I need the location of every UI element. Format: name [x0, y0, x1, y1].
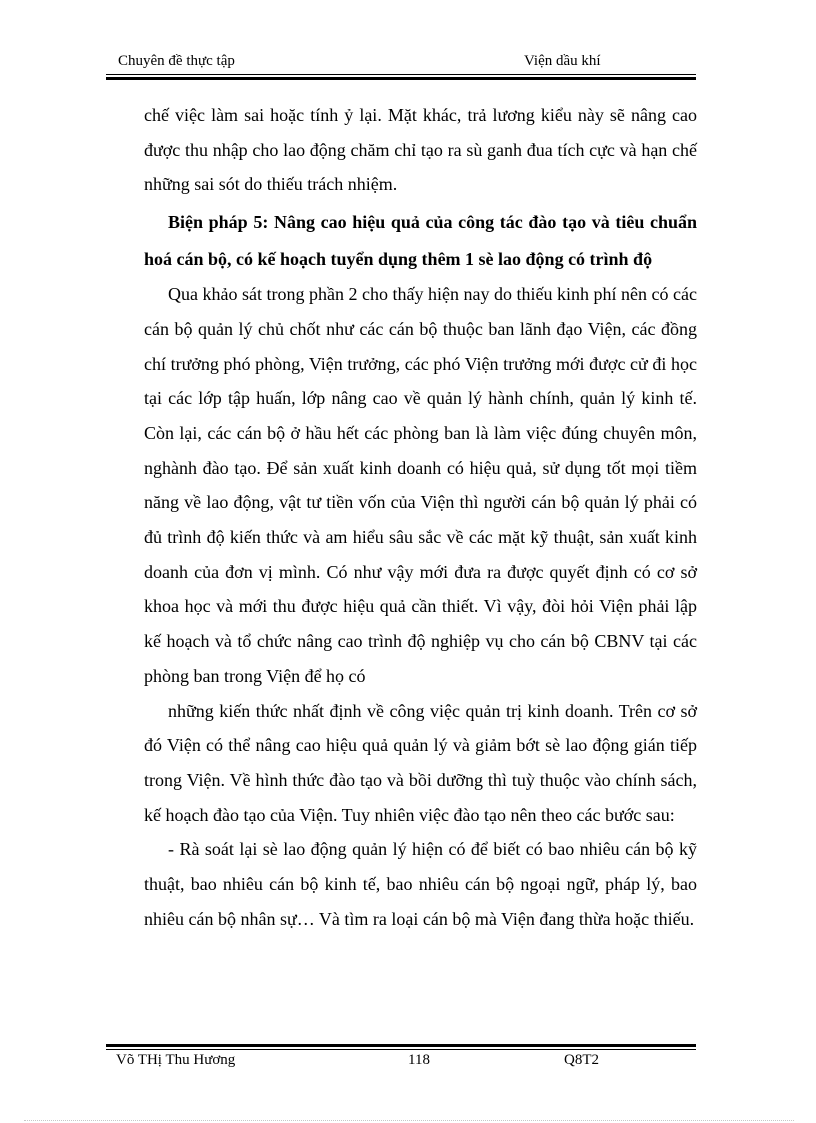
paragraph-2: Qua khảo sát trong phần 2 cho thấy hiện nay do thiếu kinh phí nên có các cán bộ quản lý chủ chốt như các cán bộ thuộc ban lãnh đạo Viện, các đồng chí trưởng phó phòng, Viện trưởng, các phó Viện trưởng mới được cử đi học tại các lớp tập huấn, lớp nâng cao về quản lý hành chính, quản lý kinh tế. Còn lại, các cán bộ ở hầu hết các phòng ban là làm việc đúng chuyên môn, nghành đào tạo. Để sản xuất kinh doanh có hiệu quả, sử dụng tốt mọi tiềm năng về lao động, vật tư tiền vốn của Viện thì người cán bộ quản lý phải có đủ trình độ kiến thức và am hiểu sâu sắc về các mặt kỹ thuật, sản xuất kinh doanh của đơn vị mình. Có như vậy mới đưa ra được quyết định có cơ sở khoa học và mới thu được hiệu quả cần thiết. Vì vậy, đòi hỏi Viện phải lập kế hoạch và tổ chức nâng cao trình độ nghiệp vụ cho cán bộ CBNV tại các phòng ban trong Viện để họ có: [144, 284, 697, 686]
footer-code: Q8T2: [564, 1052, 599, 1068]
header-rule-thin: [106, 74, 696, 75]
footer-page-number: 118: [408, 1052, 430, 1068]
header-right-text: Viện dầu khí: [524, 53, 601, 69]
page-footer: [104, 1052, 696, 1074]
header-left-text: Chuyên đề thực tập: [118, 53, 235, 69]
footer-rule-thin: [106, 1049, 696, 1050]
page-header: [104, 52, 696, 72]
footer-author: Võ THị Thu Hương: [116, 1052, 236, 1068]
header-rule-thick: [106, 77, 696, 80]
body-text: [144, 98, 697, 936]
paragraph-4: - Rà soát lại sè lao động quản lý hiện có để biết có bao nhiêu cán bộ kỹ thuật, bao nhiêu cán bộ kinh tế, bao nhiêu cán bộ ngoại ngữ, pháp lý, bao nhiêu cán bộ nhân sự… Và tìm ra loại cán bộ mà Viện đang thừa hoặc thiếu.: [144, 839, 697, 929]
section-heading: Biện pháp 5: Nâng cao hiệu quả của công tác đào tạo và tiêu chuẩn hoá cán bộ, có kế hoạch tuyển dụng thêm 1 sè lao động có trình độ: [144, 212, 697, 269]
paragraph-1: chế việc làm sai hoặc tính ỷ lại. Mặt khác, trả lương kiểu này sẽ nâng cao được thu nhập cho lao động chăm chỉ tạo ra sù ganh đua tích cực và hạn chế những sai sót do thiếu trách nhiệm.: [144, 105, 697, 195]
footer-rule-thick: [106, 1044, 696, 1047]
page-bottom-dotted-line: [24, 1120, 794, 1121]
paragraph-3: những kiến thức nhất định về công việc quản trị kinh doanh. Trên cơ sở đó Viện có thể nâng cao hiệu quả quản lý và giảm bớt sè lao động gián tiếp trong Viện. Về hình thức đào tạo và bồi dưỡng thì tuỳ thuộc vào chính sách, kế hoạch đào tạo của Viện. Tuy nhiên việc đào tạo nên theo các bước sau:: [144, 700, 697, 825]
